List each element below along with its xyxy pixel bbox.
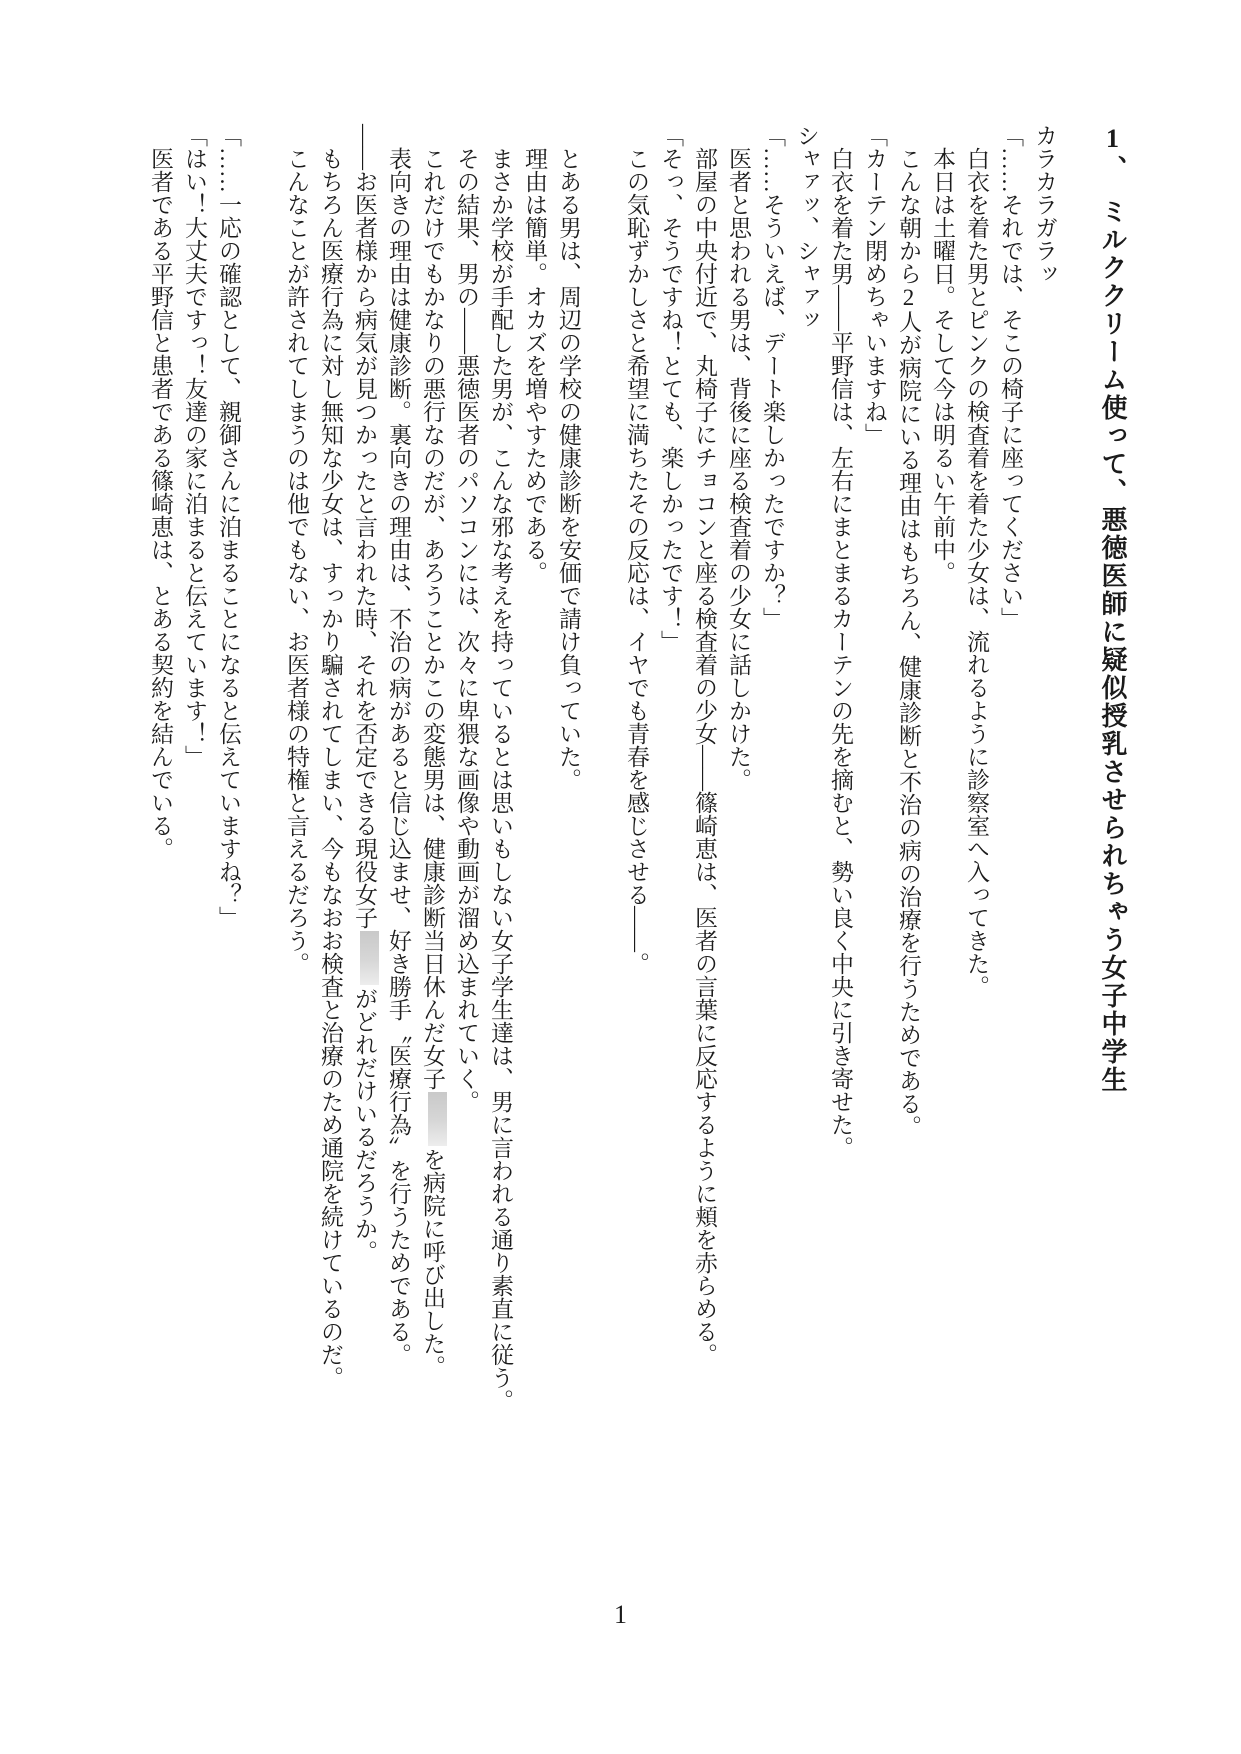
blank-line bbox=[585, 124, 619, 1384]
upright-digit: 1 bbox=[1098, 124, 1127, 155]
vertical-text-block bbox=[119, 124, 1129, 1412]
text-line-title: 1、 ミルククリーム使って、悪徳医師に疑似授乳させられちゃう女子中学生 bbox=[1098, 124, 1127, 1094]
text-line-narrative: 白衣を着た男とピンクの検査着を着た少女は、流れるように診察室へ入ってきた。 bbox=[964, 147, 989, 998]
text-line-dialogue: 「……一応の確認として、親御さんに泊まることになると伝えていますね？」 bbox=[216, 124, 241, 929]
page-number: 1 bbox=[614, 1600, 627, 1629]
blank-line bbox=[245, 124, 279, 1384]
text-line-narrative: 理由は簡単。オカズを増やすためである。 bbox=[522, 147, 547, 584]
text-line-narrative: この気恥ずかしさと希望に満ちたその反応は、イヤでも青春を感じさせる――。 bbox=[624, 147, 649, 975]
upright-digit: 2 bbox=[896, 285, 921, 310]
text-line-dialogue: 「はい！大丈夫ですっ！友達の家に泊まると伝えています！」 bbox=[182, 124, 207, 768]
text-line-narrative: もちろん医療行為に対し無知な少女は、すっかり騙されてしまい、今もなおお検査と治療のため通院を続けているのだ。 bbox=[318, 147, 343, 1389]
text-line-narrative: これだけでもかなりの悪行なのだが、あろうことかこの変態男は、健康診断当日休んだ女子を病院に呼び出した。 bbox=[420, 147, 445, 1378]
text-line-narrative: 白衣を着た男――平野信は、左右にまとまるカーテンの先を摘むと、勢い良く中央に引き寄せた。 bbox=[828, 147, 853, 1159]
text-line-narrative: こんな朝から2人が病院にいる理由はもちろん、健康診断と不治の病の治療を行うためである。 bbox=[896, 147, 921, 1138]
text-line-dialogue: 「……それでは、そこの椅子に座ってください」 bbox=[998, 124, 1023, 630]
text-line-narrative: まさか学校が手配した男が、こんな邪な考えを持っているとは思いもしない女子学生達は、男に言われる通り素直に従う。 bbox=[488, 147, 513, 1412]
text-line-dialogue: 「そっ、そうですね！とても、楽しかったです！」 bbox=[658, 124, 683, 653]
text-line-dialogue: 「カーテン閉めちゃいますね」 bbox=[862, 124, 887, 446]
text-line-sfx: シャァッ、シャァッ bbox=[794, 124, 819, 331]
text-line-sfx: カラカラガラッ bbox=[1032, 124, 1057, 285]
text-line-dialogue: 「……そういえば、デート楽しかったですか？」 bbox=[760, 124, 785, 630]
censored-word-block bbox=[428, 1092, 447, 1146]
text-line-dash: ――お医者様から病気が見つかったと言われた時、それを否定できる現役女子がどれだけいるだろうか。 bbox=[352, 124, 377, 1263]
text-line-narrative: 医者である平野信と患者である篠崎恵は、とある契約を結んでいる。 bbox=[148, 147, 173, 860]
text-line-narrative: 医者と思われる男は、背後に座る検査着の少女に話しかけた。 bbox=[726, 147, 751, 791]
text-line-narrative: こんなことが許されてしまうのは他でもない、お医者様の特権と言えるだろう。 bbox=[284, 147, 309, 975]
text-line-narrative: 部屋の中央付近で、丸椅子にチョコンと座る検査着の少女――篠崎恵は、医者の言葉に反応するように頬を赤らめる。 bbox=[692, 147, 717, 1366]
text-line-narrative: 本日は土曜日。そして今は明るい午前中。 bbox=[930, 147, 955, 584]
text-line-narrative: その結果、男の――悪徳医者のパソコンには、次々に卑猥な画像や動画が溜め込まれていく。 bbox=[454, 147, 479, 1113]
text-line-narrative: とある男は、周辺の学校の健康診断を安価で請け負っていた。 bbox=[556, 147, 581, 791]
censored-word-block bbox=[360, 931, 379, 985]
text-line-narrative: 表向きの理由は健康診断。裏向きの理由は、不治の病があると信じ込ませ、好き勝手〝医療行為〟を行うためである。 bbox=[386, 147, 411, 1366]
blank-line bbox=[1061, 124, 1095, 1384]
